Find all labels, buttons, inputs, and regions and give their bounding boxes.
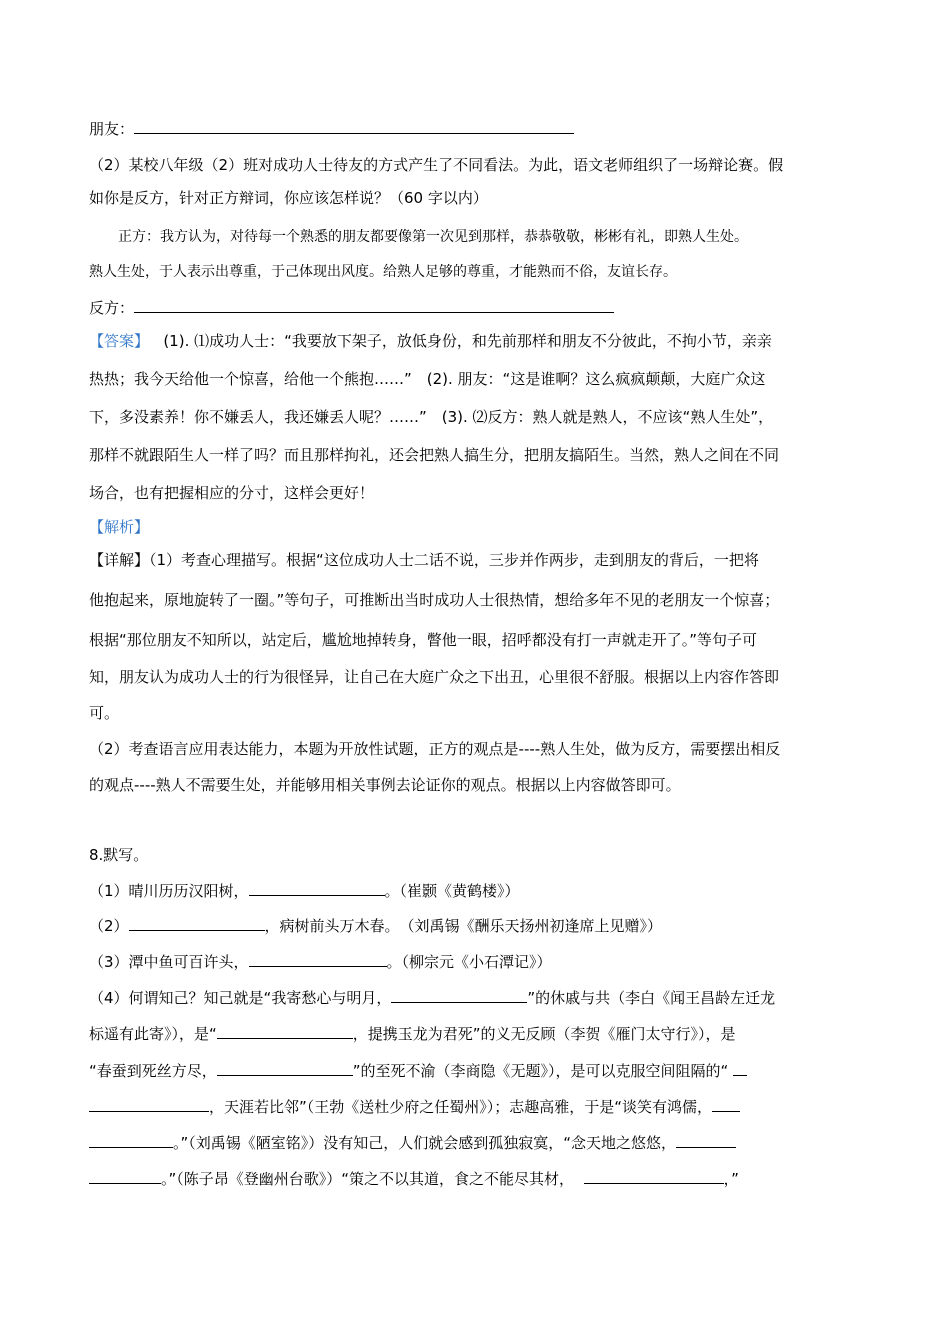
q8-item-4-blank-5b[interactable] (89, 1132, 173, 1148)
friend-label: 朋友： (89, 120, 135, 138)
q8-item-4-text-5a: 。”（刘禹锡《陋室铭》）没有知己，人们就会感到孤独寂寞，“念天地之悠悠， (173, 1134, 677, 1152)
q8-item-4-text-1b: ”的休戚与共（李白《闻王昌龄左迁龙 (527, 989, 776, 1007)
q8-item-1-suffix: 。（崔颢《黄鹤楼》） (384, 882, 520, 900)
detail2-line-1: （2）考查语言应用表达能力，本题为开放性试题，正方的观点是----熟人生处，做为反方，需要摆出相反 (89, 740, 781, 758)
answer-line-1 (89, 331, 772, 351)
q8-item-4-text-4a: ，天涯若比邻”（王勃《送杜少府之任蜀州》）；志趣高雅，于是“谈笑有鸿儒， (209, 1098, 713, 1116)
q8-item-1-blank[interactable] (249, 880, 385, 896)
q8-item-3-blank[interactable] (249, 951, 387, 967)
q8-item-4-text-3a: “春蚕到死丝方尽， (89, 1062, 217, 1080)
q8-item-4-text-6b: ，” (723, 1170, 739, 1188)
q8-item-2 (89, 915, 662, 936)
q8-item-4-line-2 (89, 1023, 736, 1044)
q8-item-4-line-1 (89, 987, 775, 1008)
answer-line-2: 热热；我今天给他一个惊喜，给他一个熊抱……” (2). 朋友：“这是谁啊？这么疯疯颠颠，大庭广众这 (89, 370, 766, 388)
q8-item-4-line-4 (89, 1096, 740, 1117)
pro-side-line-1: 正方：我方认为，对待每一个熟悉的朋友都要像第一次见到那样，恭恭敬敬，彬彬有礼，即熟人生处。 (118, 229, 748, 245)
con-label: 反方： (89, 299, 135, 317)
q8-item-4-blank-4b[interactable] (89, 1096, 209, 1112)
q8-item-4-blank-4a[interactable] (733, 1060, 747, 1076)
answer-line-3: 下，多没素养！你不嫌丢人，我还嫌丢人呢？……” (3). ⑵反方：熟人就是熟人，不应该“熟人生处”， (89, 408, 774, 426)
q8-item-4-text-2a: 标遥有此寄》），是“ (89, 1025, 217, 1043)
detail-line-4: 知，朋友认为成功人士的行为很怪异，让自己在大庭广众之下出丑，心里很不舒服。根据以上内容作答即 (89, 668, 780, 686)
friend-line (89, 118, 574, 139)
q8-item-2-blank[interactable] (129, 915, 265, 931)
q8-item-4-blank-1[interactable] (391, 987, 527, 1003)
q7-2-prompt-line-2: 如你是反方，针对正方辩词，你应该怎样说？（60 字以内） (89, 189, 488, 207)
q8-item-4-text-6a: 。”（陈子昂《登幽州台歌》）“策之不以其道，食之不能尽其材， (161, 1170, 575, 1188)
answer-line-5: 场合，也有把握相应的分寸，这样会更好！ (89, 484, 375, 502)
q8-item-1-prefix: （1）晴川历历汉阳树， (89, 882, 249, 900)
answer-text-1: (1). ⑴成功人士：“我要放下架子，放低身份，和先前那样和朋友不分彼此，不拘小节，亲亲 (163, 332, 772, 350)
q7-2-prompt-line-1: （2）某校八年级（2）班对成功人士待友的方式产生了不同看法。为此，语文老师组织了一场辩论赛。假 (89, 156, 784, 174)
detail-line-3: 根据“那位朋友不知所以，站定后，尴尬地掉转身，瞥他一眼，招呼都没有打一声就走开了。”等句子可 (89, 631, 758, 649)
q8-item-4-text-3b: ”的至死不渝（李商隐《无题》），是可以克服空间阻隔的“ (352, 1062, 729, 1080)
q8-item-4-blank-2[interactable] (217, 1023, 353, 1039)
q8-item-4-blank-5a[interactable] (712, 1096, 740, 1112)
con-line (89, 297, 614, 318)
answer-line-4: 那样不就跟陌生人一样了吗？而且那样拘礼，还会把熟人搞生分，把朋友搞陌生。当然，熟人之间在不同 (89, 446, 780, 464)
con-answer-blank[interactable] (134, 297, 614, 313)
q8-item-4-line-3 (89, 1060, 747, 1081)
answer-tag: 【答案】 (89, 332, 150, 350)
detail-line-5: 可。 (89, 704, 120, 722)
q8-item-4-blank-6a[interactable] (676, 1132, 736, 1148)
q8-title: 8.默写。 (89, 846, 149, 864)
q8-item-2-suffix: ，病树前头万木春。 （刘禹锡《酬乐天扬州初逢席上见赠》） (264, 917, 663, 935)
q8-item-4-line-6 (89, 1168, 739, 1189)
q8-item-4-text-2b: ，提携玉龙为君死”的义无反顾（李贺《雁门太守行》），是 (352, 1025, 736, 1043)
q8-item-2-prefix: （2） (89, 917, 129, 935)
analysis-tag: 【解析】 (89, 518, 150, 536)
q8-item-3-suffix: 。（柳宗元《小石潭记》） (386, 953, 552, 971)
q8-item-1 (89, 880, 520, 901)
q8-item-4-blank-7[interactable] (584, 1168, 724, 1184)
detail-line-2: 他抱起来，原地旋转了一圈。”等句子，可推断出当时成功人士很热情，想给多年不见的老朋友一个惊喜； (89, 591, 780, 609)
detail-line-1: 【详解】（1）考查心理描写。根据“这位成功人士二话不说，三步并作两步，走到朋友的背后，一把将 (89, 551, 759, 569)
q8-item-4-blank-3[interactable] (217, 1060, 353, 1076)
q8-item-4-line-5 (89, 1132, 736, 1153)
friend-answer-blank[interactable] (134, 118, 574, 134)
q8-item-4-blank-6b[interactable] (89, 1168, 161, 1184)
q8-item-4-text-1a: （4）何谓知己？知己就是“我寄愁心与明月， (89, 989, 392, 1007)
q8-item-3-prefix: （3）潭中鱼可百许头， (89, 953, 249, 971)
detail2-line-2: 的观点----熟人不需要生处，并能够用相关事例去论证你的观点。根据以上内容做答即可。 (89, 776, 681, 794)
q8-item-3 (89, 951, 552, 972)
pro-side-line-2: 熟人生处，于人表示出尊重，于己体现出风度。给熟人足够的尊重，才能熟而不俗，友谊长存。 (89, 264, 677, 280)
